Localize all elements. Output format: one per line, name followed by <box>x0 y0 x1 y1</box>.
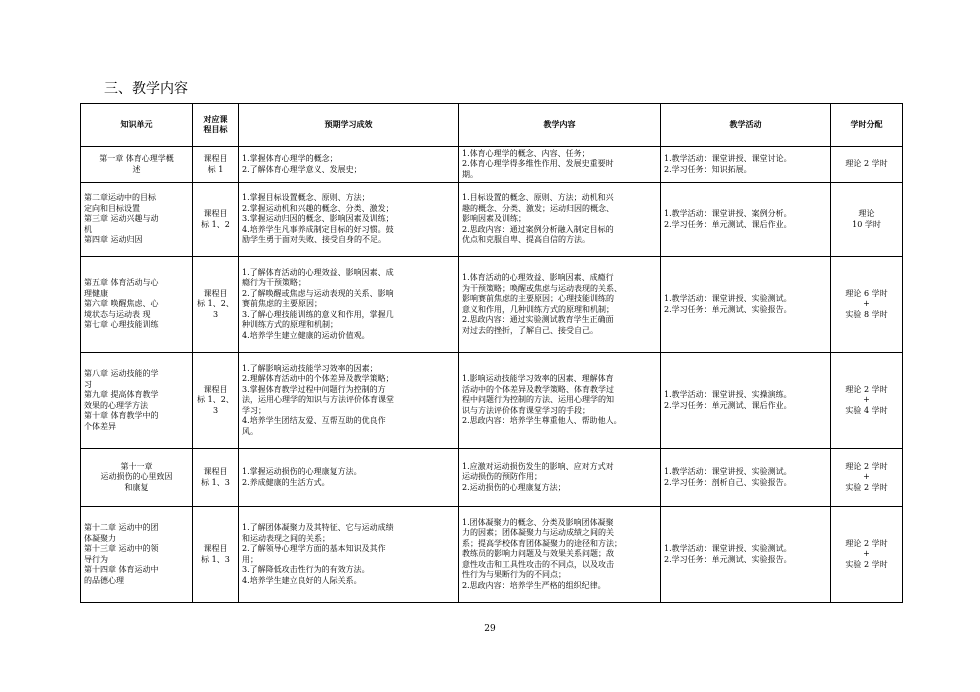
cell-activities: 1.教学活动：课堂讲授、课堂讨论。 2.学习任务：知识拓展。 <box>661 147 831 183</box>
cell-content: 1.体育活动的心理效益、影响因素、成瘾行 为干预策略；唤醒或焦虑与运动表现的关系、 影响赛前焦虑的主要原因；心理技能训练的 意义和作用，几种训练方式的原理和机制； 2.思政内容：通过实验测试教育学生正确面 对过去的挫折，了解自己、接受自己。 <box>459 257 661 353</box>
table-row <box>81 353 903 449</box>
cell-target: 课程目 标 1 <box>193 147 239 183</box>
section-title: 三、教学内容 <box>104 81 188 97</box>
cell-hours: 理论 2 学时 + 实验 2 学时 <box>831 449 903 507</box>
cell-activities: 1.教学活动：课堂讲授、实验测试。 2.学习任务：单元测试、实验报告。 <box>661 257 831 353</box>
cell-content: 1.体育心理学的概念、内容、任务； 2.体育心理学得多维性作用、发展史重要时 期。 <box>459 147 661 183</box>
cell-content: 1.应激对运动损伤发生的影响、应对方式对 运动损伤的预防作用； 2.运动损伤的心理康复方法； <box>459 449 661 507</box>
table-row <box>81 507 903 603</box>
cell-unit: 第一章 体育心理学概 述 <box>81 147 193 183</box>
cell-unit: 第八章 运动技能的学 习 第九章 提高体育教学 效果的心理学方法 第十章 体育教学中的 个体差异 <box>81 353 193 449</box>
cell-activities: 1.教学活动：课堂讲授、实验测试。 2.学习任务：单元测试、实验报告。 <box>661 507 831 603</box>
cell-target: 课程目 标 1、3 <box>193 507 239 603</box>
cell-hours: 理论 2 学时 + 实验 4 学时 <box>831 353 903 449</box>
cell-target: 课程目 标 1、2、 3 <box>193 353 239 449</box>
cell-unit: 第二章运动中的目标 定向和目标设置 第三章 运动兴趣与动 机 第四章 运动归因 <box>81 183 193 257</box>
cell-unit: 第五章 体育活动与心 理健康 第六章 唤醒焦虑、心 境状态与运动表 现 第七章 心理技能训练 <box>81 257 193 353</box>
cell-hours: 理论 2 学时 + 实验 2 学时 <box>831 507 903 603</box>
cell-outcomes: 1.了解团体凝聚力及其特征、它与运动成绩 和运动表现之间的关系； 2.了解领导心理学方面的基本知识及其作 用； 3.了解降低攻击性行为的有效方法。 4.培养学生建立良好的人际关系。 <box>239 507 459 603</box>
cell-target: 课程目 标 1、3 <box>193 449 239 507</box>
cell-target: 课程目 标 1、2 <box>193 183 239 257</box>
cell-content: 1.目标设置的概念、原则、方法；动机和兴 趣的概念、分类、激发；运动归因的概念、 影响因素及训练； 2.思政内容：通过案例分析融入制定目标的 优点和克服自卑、提高自信的方法。 <box>459 183 661 257</box>
teaching-content-table <box>80 103 903 603</box>
cell-outcomes: 1.掌握运动损伤的心理康复方法。 2.养成健康的生活方式。 <box>239 449 459 507</box>
cell-activities: 1.教学活动：课堂讲授、实验测试。 2.学习任务：剖析自己、实验报告。 <box>661 449 831 507</box>
table-header-row <box>81 104 903 147</box>
table-row <box>81 147 903 183</box>
cell-outcomes: 1.掌握目标设置概念、原则、方法； 2.掌握运动机和兴趣的概念、分类、激发； 3.掌握运动归因的概念、影响因素及训练； 4.培养学生凡事养成制定目标的好习惯。鼓 励学生勇于面对失败、接受自身的不足。 <box>239 183 459 257</box>
header-learning-outcomes: 预期学习成效 <box>239 104 459 147</box>
header-course-target: 对应课 程目标 <box>193 104 239 147</box>
cell-target: 课程目 标 1、2、 3 <box>193 257 239 353</box>
table-row <box>81 183 903 257</box>
cell-activities: 1.教学活动：课堂讲授、案例分析。 2.学习任务：单元测试、课后作业。 <box>661 183 831 257</box>
cell-hours: 理论 10 学时 <box>831 183 903 257</box>
cell-content: 1.影响运动技能学习效率的因素、理解体育 活动中的个体差异及教学策略、体育教学过 程中问题行为控制的方法、运用心理学的知 识与方法评价体育课堂学习的手段； 2.思政内容：培养学生尊重他人、帮助他人。 <box>459 353 661 449</box>
cell-hours: 理论 6 学时 + 实验 8 学时 <box>831 257 903 353</box>
header-teaching-content: 教学内容 <box>459 104 661 147</box>
header-teaching-activities: 教学活动 <box>661 104 831 147</box>
cell-outcomes: 1.了解影响运动技能学习效率的因素； 2.理解体育活动中的个体差异及教学策略； 3.掌握体育教学过程中问题行为控制的方 法，运用心理学的知识与方法评价体育课堂 学习； 4.培养学生团结友爱、互帮互助的优良作 风。 <box>239 353 459 449</box>
cell-unit: 第十一章 运动损伤的心里致因 和康复 <box>81 449 193 507</box>
cell-content: 1.团体凝聚力的概念、分类及影响团体凝聚 力的因素；团体凝聚力与运动成绩之间的关 系；提高学校体育团体凝聚力的途径和方法； 教练员的影响力问题及与效果关系问题；敌 意性攻击和工具性攻击的不同点，以及攻击 性行为与果断行为的不同点； 2.思政内容：培养学生严格的组织纪律。 <box>459 507 661 603</box>
cell-outcomes: 1.掌握体育心理学的概念； 2.了解体育心理学意义、发展史； <box>239 147 459 183</box>
header-hours: 学时分配 <box>831 104 903 147</box>
header-knowledge-unit: 知识单元 <box>81 104 193 147</box>
cell-hours: 理论 2 学时 <box>831 147 903 183</box>
page-number: 29 <box>484 624 496 634</box>
cell-activities: 1.教学活动：课堂讲授、实操演练。 2.学习任务：单元测试、课后作业。 <box>661 353 831 449</box>
table-row <box>81 449 903 507</box>
cell-outcomes: 1.了解体育活动的心理效益、影响因素、成 瘾行为干预策略； 2.了解唤醒或焦虑与运动表现的关系、影响 赛前焦虑的主要原因； 3.了解心理技能训练的意义和作用，掌握几 种训练方式的原理和机制； 4.培养学生建立健康的运动价值观。 <box>239 257 459 353</box>
table-row <box>81 257 903 353</box>
cell-unit: 第十二章 运动中的团 体凝聚力 第十三章 运动中的领 导行为 第十四章 体育运动中 的品德心理 <box>81 507 193 603</box>
